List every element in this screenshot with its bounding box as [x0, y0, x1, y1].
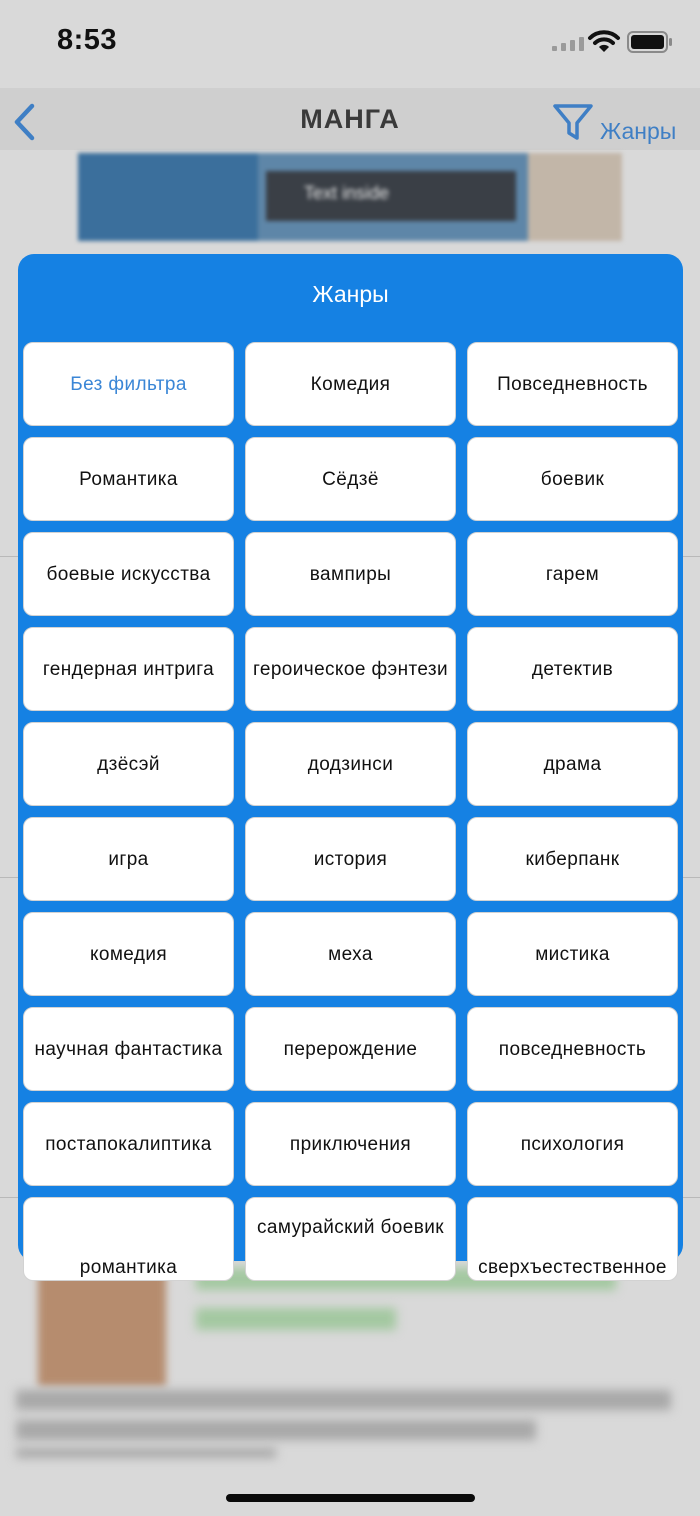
filter-label: Жанры — [600, 118, 677, 144]
blurred-description-text — [16, 1390, 671, 1410]
genre-button[interactable]: вампиры — [245, 532, 456, 616]
genre-button[interactable]: мистика — [467, 912, 678, 996]
blurred-description-text — [16, 1448, 276, 1458]
genre-button[interactable]: гендерная интрига — [23, 627, 234, 711]
home-indicator[interactable] — [226, 1494, 475, 1502]
genre-button[interactable]: героическое фэнтези — [245, 627, 456, 711]
genre-button[interactable]: дзёсэй — [23, 722, 234, 806]
page-title: МАНГА — [300, 104, 400, 134]
genre-button[interactable]: повседневность — [467, 1007, 678, 1091]
genre-button[interactable]: детектив — [467, 627, 678, 711]
genre-button[interactable]: игра — [23, 817, 234, 901]
cellular-signal-icon — [552, 37, 584, 51]
genre-button[interactable]: драма — [467, 722, 678, 806]
genre-button[interactable]: Без фильтра — [23, 342, 234, 426]
genre-filter-button[interactable] — [552, 102, 692, 144]
genre-button[interactable]: приключения — [245, 1102, 456, 1186]
blurred-author-text — [196, 1308, 396, 1330]
genre-button[interactable]: Сёдзё — [245, 437, 456, 521]
genre-button[interactable]: психология — [467, 1102, 678, 1186]
filter-funnel-icon — [552, 102, 594, 144]
genre-button[interactable]: научная фантастика — [23, 1007, 234, 1091]
genre-button[interactable]: комедия — [23, 912, 234, 996]
modal-title: Жанры — [312, 281, 389, 307]
genre-button[interactable]: киберпанк — [467, 817, 678, 901]
ad-banner[interactable] — [78, 153, 622, 241]
genre-button[interactable]: романтика — [23, 1197, 234, 1281]
genre-picker-modal — [18, 254, 683, 1278]
nav-bar — [0, 88, 700, 150]
status-bar — [0, 0, 700, 88]
genre-grid-scroll[interactable] — [18, 342, 683, 1278]
wifi-icon — [588, 30, 620, 54]
ad-banner-text: Text inside — [304, 183, 390, 203]
genre-button[interactable]: Романтика — [23, 437, 234, 521]
genre-button[interactable]: перерождение — [245, 1007, 456, 1091]
genre-button[interactable]: гарем — [467, 532, 678, 616]
status-time: 8:53 — [57, 24, 118, 56]
genre-button[interactable]: Повседневность — [467, 342, 678, 426]
genre-button[interactable]: сверхъестественное — [467, 1197, 678, 1281]
genre-button[interactable]: самурайский боевик — [245, 1197, 456, 1281]
genre-button[interactable]: боевик — [467, 437, 678, 521]
genre-button[interactable]: постапокалиптика — [23, 1102, 234, 1186]
genre-button[interactable]: история — [245, 817, 456, 901]
genre-button[interactable]: Комедия — [245, 342, 456, 426]
battery-icon — [627, 31, 673, 53]
genre-button[interactable]: додзинси — [245, 722, 456, 806]
blurred-description-text — [16, 1420, 536, 1440]
genre-button[interactable]: боевые искусства — [23, 532, 234, 616]
genre-grid — [18, 342, 683, 1281]
genre-button[interactable]: меха — [245, 912, 456, 996]
